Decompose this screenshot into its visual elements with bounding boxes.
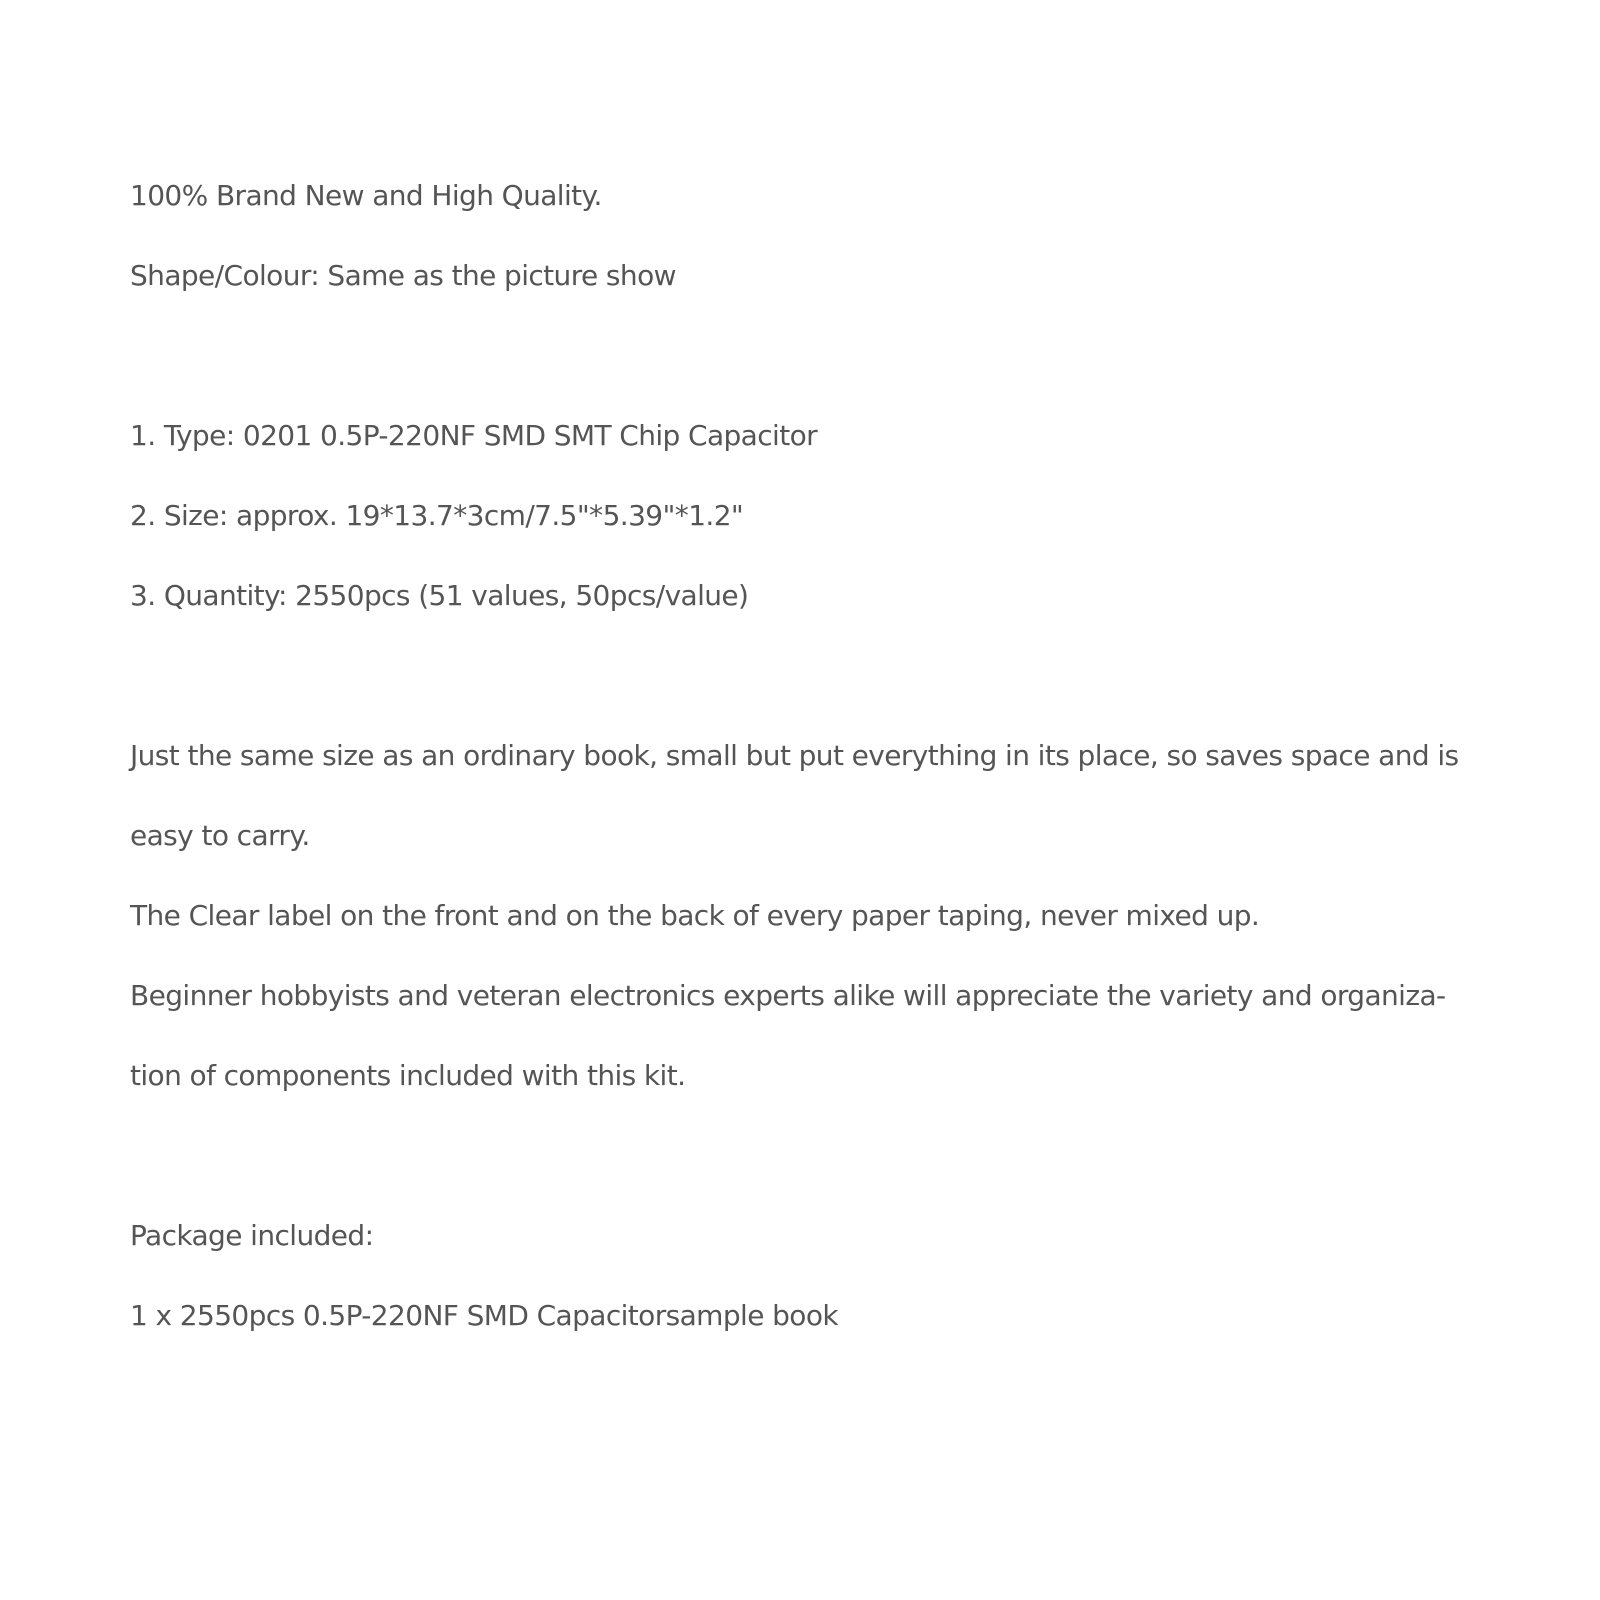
spacer [130, 636, 1490, 716]
spec-type: 1. Type: 0201 0.5P-220NF SMD SMT Chip Capacitor [130, 419, 818, 452]
description-line: Just the same size as an ordinary book, small but put everything in its place, so saves space and is [130, 739, 1459, 772]
spec-quantity: 3. Quantity: 2550pcs (51 values, 50pcs/value) [130, 579, 749, 612]
description-line: easy to carry. [130, 819, 310, 852]
package-heading: Package included: [130, 1219, 374, 1252]
spacer [130, 1116, 1490, 1196]
product-description [130, 156, 1490, 1356]
shape-colour-note: Shape/Colour: Same as the picture show [130, 259, 676, 292]
package-item: 1 x 2550pcs 0.5P-220NF SMD Capacitorsample book [130, 1299, 838, 1332]
description-line: Beginner hobbyists and veteran electronics experts alike will appreciate the variety and organiza- [130, 979, 1446, 1012]
description-line: The Clear label on the front and on the back of every paper taping, never mixed up. [130, 899, 1260, 932]
description-line: tion of components included with this kit. [130, 1059, 686, 1092]
spec-size: 2. Size: approx. 19*13.7*3cm/7.5"*5.39"*1.2" [130, 499, 744, 532]
quality-statement: 100% Brand New and High Quality. [130, 179, 602, 212]
spacer [130, 316, 1490, 396]
